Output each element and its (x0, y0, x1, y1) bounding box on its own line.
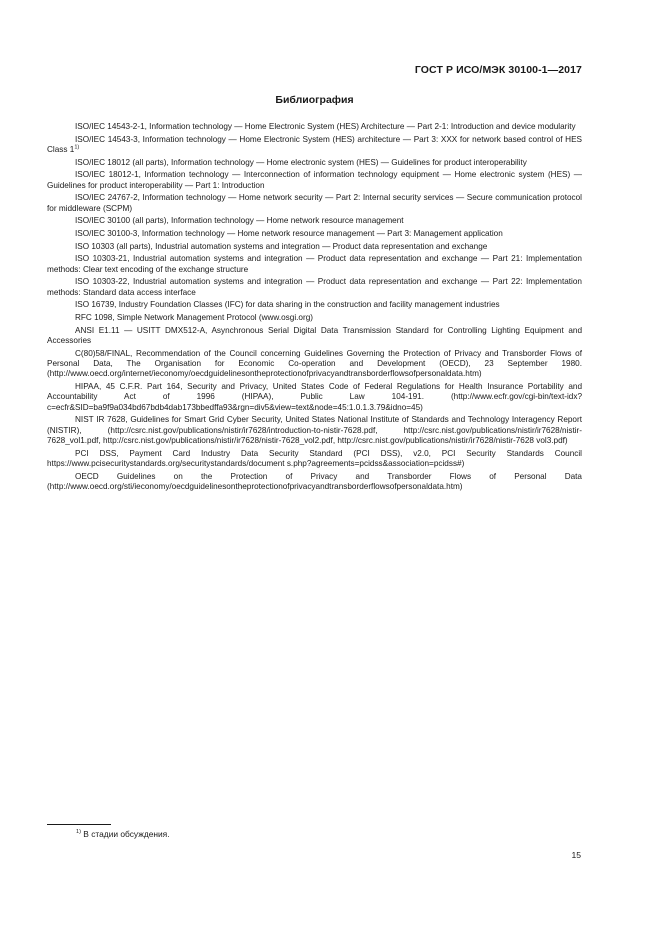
reference-text: ISO 10303 (all parts), Industrial automation systems and integration — Product data representation and exchange (75, 241, 488, 251)
reference-text: ISO/IEC 14543-3, Information technology — Home Electronic System (HES) architecture — Part 3: XXX for network based control of HES Class 1 (47, 134, 582, 154)
reference-text: ISO/IEC 30100 (all parts), Information technology — Home network resource management (75, 216, 404, 226)
reference-item (47, 349, 582, 380)
reference-text: NIST IR 7628, Guidelines for Smart Grid Cyber Security, United States National Institute of Standards and Technology Interagency Report (NISTIR), (http://csrc.nist.gov/publications/nistir/ir7628/introduction-to-nistir-7628.pdf, http://csrc.nist.gov/publications/nistir/ir7628/nistir-7628_vol1.pdf, http://csrc.nist.gov/publications/nistir/ir7628/nistir-7628_vol2.pdf, http://csrc.nist.gov/publications/nistir/ir7628/nistir-7628 vol3.pdf) (47, 415, 582, 445)
reference-item (47, 229, 582, 239)
reference-item (47, 122, 582, 132)
footnote-divider (47, 824, 111, 825)
reference-item (47, 313, 582, 323)
reference-item (47, 277, 582, 298)
footnote-ref-marker: 1) (74, 144, 80, 151)
reference-item (47, 254, 582, 275)
reference-item (47, 415, 582, 446)
page-number: 15 (571, 850, 581, 860)
reference-text: C(80)58/FINAL, Recommendation of the Council concerning Guidelines Governing the Protection of Privacy and Transborder Flows of Personal Data, The Organisation for Economic Co-operation and Development (OECD), 23 September 1980. (http://www.oecd.org/internet/ieconomy/oecdguidelinesontheprotectionofprivacyandtransborderflowsofpersonaldata.htm) (47, 348, 582, 379)
reference-item (47, 158, 582, 168)
reference-text: ISO/IEC 24767-2, Information technology — Home network security — Part 2: Internal security services — Secure communication protocol for middleware (SCPM) (47, 193, 582, 213)
reference-item (47, 472, 582, 493)
reference-text: ISO 10303-22, Industrial automation systems and integration — Product data representation and exchange — Part 22: Implementation methods: Standard data access interface (47, 277, 582, 297)
reference-item (47, 216, 582, 226)
reference-item (47, 135, 582, 156)
reference-text: ISO 10303-21, Industrial automation systems and integration — Product data representation and exchange — Part 21: Implementation methods: Clear text encoding of the exchange structure (47, 254, 582, 274)
reference-item (47, 326, 582, 347)
reference-text: ISO/IEC 14543-2-1, Information technology — Home Electronic System (HES) Architecture — Part 2-1: Introduction and device modularity (75, 122, 576, 131)
reference-item (47, 449, 582, 470)
footnote-marker: 1) (76, 829, 81, 836)
reference-text: RFC 1098, Simple Network Management Protocol (www.osgi.org) (75, 313, 313, 323)
reference-text: ANSI E1.11 — USITT DMX512-A, Asynchronous Serial Digital Data Transmission Standard for Controlling Lighting Equipment and Accessories (47, 325, 582, 346)
reference-item (47, 242, 582, 252)
reference-list (47, 122, 582, 495)
document-header: ГОСТ Р ИСО/МЭК 30100-1—2017 (414, 64, 582, 76)
bibliography-title: Библиография (275, 94, 354, 106)
reference-item (47, 382, 582, 413)
reference-text: PCI DSS, Payment Card Industry Data Security Standard (PCI DSS), v2.0, PCI Security Standards Council https://www.pcisecuritystandards.org/securitystandards/document s.php?agreements=pcidss&association=pcidss#) (47, 448, 582, 468)
footnote-text: В стадии обсуждения. (80, 829, 170, 839)
reference-text: ISO/IEC 30100-3, Information technology — Home network resource management — Part 3: Management application (75, 229, 503, 239)
reference-item (47, 300, 582, 310)
reference-text: ISO/IEC 18012-1, Information technology — Interconnection of information technology equipment — Home electronic system (HES) — Guidelines for product interoperability — Part 1: Introduction (47, 170, 582, 190)
reference-text: ISO/IEC 18012 (all parts), Information technology — Home electronic system (HES) — Guidelines for product interoperability (75, 157, 527, 167)
reference-text: HIPAA, 45 C.F.R. Part 164, Security and Privacy, United States Code of Federal Regulations for Health Insurance Portability and Accountability Act of 1996 (HIPAA), Public Law 104-191. (http://www.ecfr.gov/cgi-bin/text-idx?c=ecfr&SID=ba9f9a034bd67bdb4dab173bbedffa93&rgn=div5&view=text&node=45:1.0.1.3.79&idno=45) (47, 382, 582, 412)
reference-item (47, 170, 582, 191)
footnote (76, 829, 170, 839)
reference-text: OECD Guidelines on the Protection of Privacy and Transborder Flows of Personal Data (http://www.oecd.org/sti/ieconomy/oecdguidelinesontheprotectionofprivacyandtransborderflowsofpersonaldata.htm) (47, 471, 582, 491)
reference-text: ISO 16739, Industry Foundation Classes (IFC) for data sharing in the construction and facility management industries (75, 300, 500, 310)
reference-item (47, 193, 582, 214)
